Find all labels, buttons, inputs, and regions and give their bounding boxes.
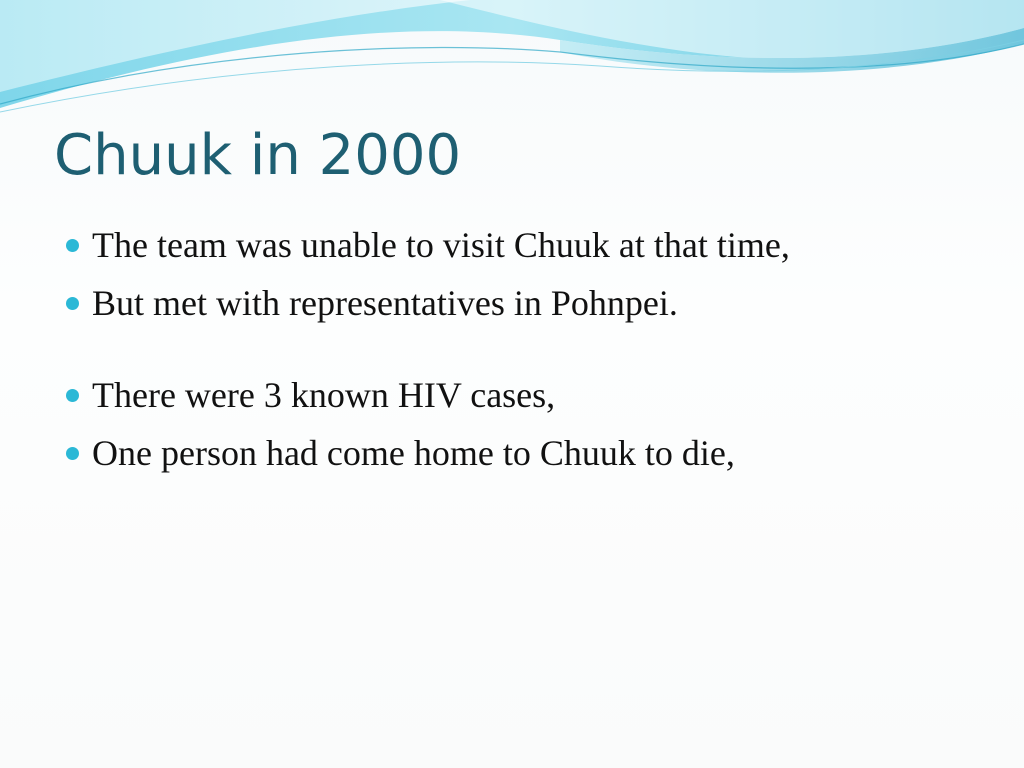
bullet-dot-icon	[66, 239, 79, 252]
decorative-wave-header	[0, 0, 1024, 120]
bullet-item	[60, 372, 1000, 418]
bullet-text: One person had come home to Chuuk to die,	[92, 433, 735, 473]
bullet-text: The team was unable to visit Chuuk at that time,	[92, 225, 790, 265]
bullet-item	[60, 222, 1000, 268]
bullet-dot-icon	[66, 389, 79, 402]
bullet-list	[60, 222, 1000, 488]
bullet-dot-icon	[66, 447, 79, 460]
bullet-dot-icon	[66, 297, 79, 310]
bullet-text: There were 3 known HIV cases,	[92, 375, 556, 415]
slide-title: Chuuk in 2000	[54, 123, 462, 188]
bullet-item	[60, 430, 1000, 476]
bullet-text: But met with representatives in Pohnpei.	[92, 283, 678, 323]
bullet-item	[60, 280, 1000, 326]
